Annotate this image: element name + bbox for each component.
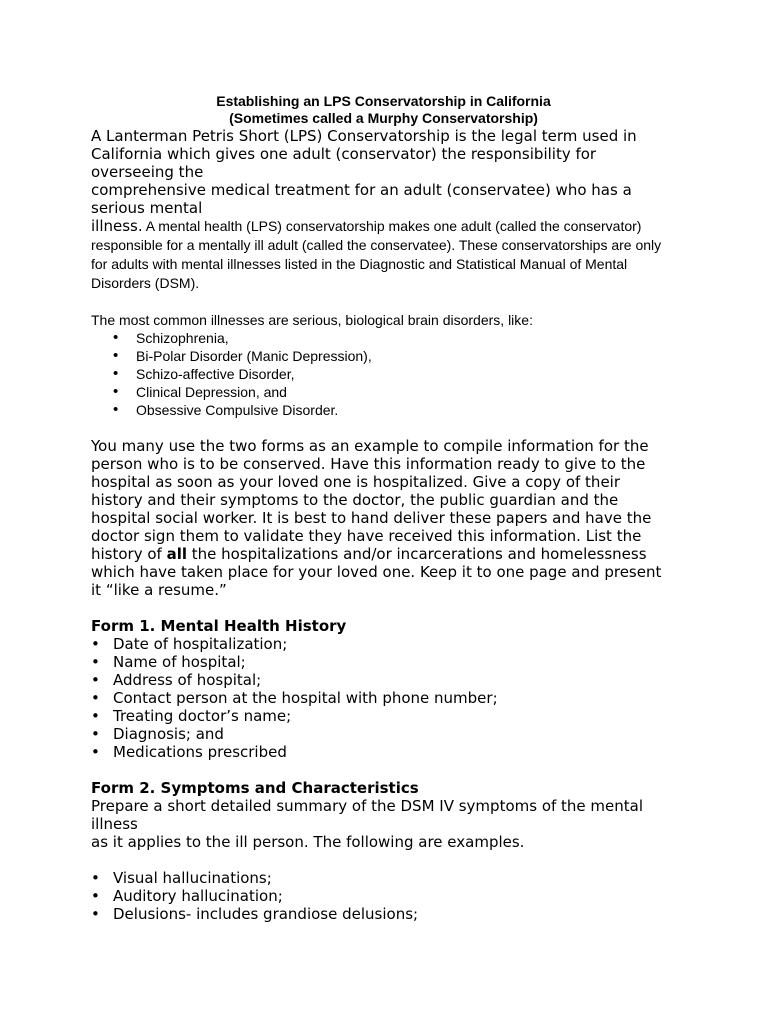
form2-list (91, 869, 676, 923)
list-item: • Treating doctor’s name; (91, 707, 676, 725)
intro-text-2: comprehensive medical treatment for an adult (conservatee) who has a serious mental (91, 181, 632, 217)
intro-paragraph (91, 127, 676, 293)
form1-list (91, 635, 676, 761)
list-item: • Name of hospital; (91, 653, 676, 671)
list-item: • Contact person at the hospital with phone number; (91, 689, 676, 707)
intro-text-1: A Lanterman Petris Short (LPS) Conservatorship is the legal term used in California which gives one adult (conservator) the responsibility for overseeing the (91, 127, 637, 181)
intro-text-3: illness. (91, 217, 143, 235)
form1-heading: Form 1. Mental Health History (91, 617, 347, 635)
list-item: • Medications prescribed (91, 743, 676, 761)
illness-list (91, 329, 676, 419)
document-title: Establishing an LPS Conservatorship in California (216, 93, 551, 109)
list-item: • Schizophrenia, (91, 329, 676, 347)
document-subtitle: (Sometimes called a Murphy Conservatorship) (229, 110, 538, 126)
list-item: • Address of hospital; (91, 671, 676, 689)
list-item: • Obsessive Compulsive Disorder. (91, 401, 676, 419)
form2-heading: Form 2. Symptoms and Characteristics (91, 779, 419, 797)
list-item: • Diagnosis; and (91, 725, 676, 743)
document-page (91, 93, 676, 923)
list-item: • Delusions- includes grandiose delusions; (91, 905, 676, 923)
intro-text-4: A mental health (LPS) conservatorship makes one adult (called the conservator) responsible for a mentally ill adult (called the conservatee). These conservatorships are only for adults with mental illnesses listed in the Diagnostic and Statistical Manual of Mental Disorders (DSM). (91, 218, 662, 291)
form2-text-1: Prepare a short detailed summary of the DSM IV symptoms of the mental illness (91, 797, 644, 833)
forms-paragraph (91, 437, 676, 599)
forms-paragraph-a: You many use the two forms as an example to compile information for the person who is to be conserved. Have this information ready to give to the hospital as soon as your loved one is hospitalized. Give a copy of their history and their symptoms to the doctor, the public guardian and the hospital social worker. It is best to hand deliver these papers and have the doctor sign them to validate they have received this information. List the history of (91, 437, 652, 563)
list-item: • Clinical Depression, and (91, 383, 676, 401)
forms-paragraph-bold: all (166, 545, 187, 563)
list-item: • Auditory hallucination; (91, 887, 676, 905)
forms-paragraph-b: the hospitalizations and/or incarcerations and homelessness which have taken place for your loved one. Keep it to one page and present it “like a resume.” (91, 545, 662, 599)
list-item: • Bi-Polar Disorder (Manic Depression), (91, 347, 676, 365)
list-item: • Schizo-affective Disorder, (91, 365, 676, 383)
form2-text-2: as it applies to the ill person. The following are examples. (91, 833, 525, 851)
illness-intro: The most common illnesses are serious, biological brain disorders, like: (91, 312, 533, 328)
list-item: • Visual hallucinations; (91, 869, 676, 887)
list-item: • Date of hospitalization; (91, 635, 676, 653)
